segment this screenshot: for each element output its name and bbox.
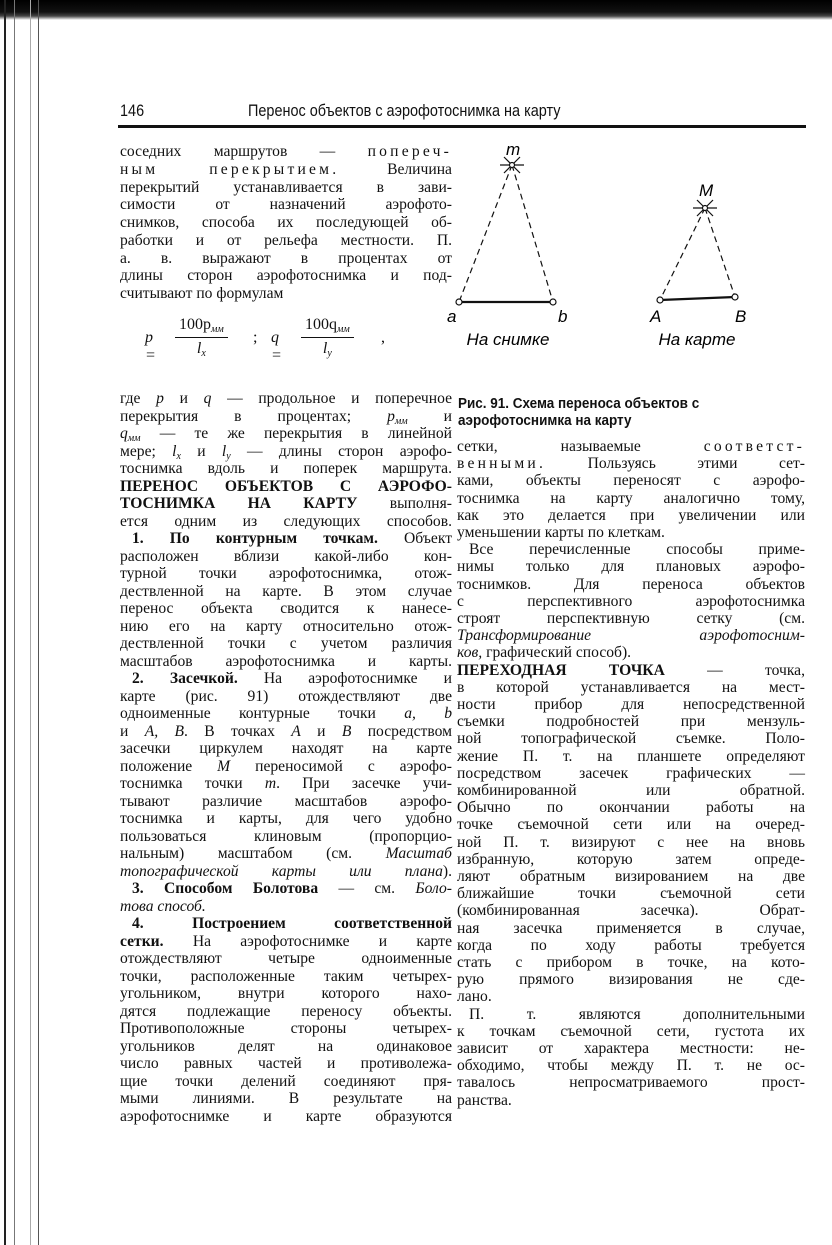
text-line	[457, 782, 805, 800]
text-line	[457, 1057, 805, 1075]
subscript: мм	[394, 415, 408, 427]
text-segment: и	[120, 722, 145, 740]
formula-end: ,	[381, 329, 385, 346]
text-line	[457, 920, 805, 938]
text-segment: и	[407, 407, 452, 425]
text-line	[120, 143, 452, 161]
label-B: B	[735, 307, 747, 326]
text-segment: тоснимка точки	[120, 775, 265, 792]
text-line	[120, 915, 452, 933]
text-segment: — продольное и поперечное	[211, 390, 452, 407]
text-segment: тоснимков. Для переноса объектов	[457, 575, 805, 593]
text-line	[120, 845, 452, 863]
text-segment: — см.	[318, 880, 416, 897]
formula-q-den-sub: y	[327, 348, 332, 359]
dashed-line-MA	[660, 208, 705, 300]
text-line	[457, 730, 805, 748]
text-segment: дествленной на карте. В этом случае	[120, 582, 452, 600]
text-segment: тоснимка вдоль и поперек маршрута.	[120, 460, 452, 477]
text-segment: графический способ).	[482, 644, 632, 662]
text-segment: избранную, которую затем опреде-	[457, 850, 805, 868]
text-line	[120, 443, 452, 461]
text-segment: ной П. т. визируют с нее на вновь	[457, 833, 805, 851]
text-line	[120, 758, 452, 776]
text-line	[457, 851, 805, 869]
text-line	[120, 530, 452, 548]
italic-text: p	[387, 407, 395, 425]
text-segment: одноименные контурные точки	[120, 705, 405, 722]
text-line	[457, 868, 805, 886]
text-segment: считывают по формулам	[120, 285, 284, 302]
text-segment: ками, объекты переносят с аэрофо-	[457, 472, 805, 490]
text-line	[457, 524, 805, 542]
caption-line: Рис. 91. Схема переноса объектов с	[458, 396, 700, 412]
text-segment: число равных частей и противолежа-	[120, 1055, 452, 1072]
text-line	[457, 696, 805, 714]
spaced-term: соответст-	[703, 438, 805, 455]
bold-term: ТОСНИМКА НА КАРТУ	[120, 495, 358, 512]
text-line	[120, 740, 452, 758]
formula-q-den: l	[322, 340, 328, 357]
formula-p-den-sub: x	[201, 348, 206, 359]
text-segment: щие точки делений соединяют пря-	[120, 1072, 452, 1090]
text-segment: Все перечисленные способы приме-	[469, 541, 805, 559]
italic-text: това способ.	[120, 897, 206, 915]
text-segment: угольником, внутри которого нахо-	[120, 985, 452, 1002]
star-M-icon	[693, 200, 717, 216]
text-segment: снимков, способа их последующей об-	[120, 214, 452, 231]
text-segment: дятся подлежащие переносу объекты.	[120, 1002, 452, 1020]
text-line	[120, 1108, 452, 1126]
text-line	[120, 723, 452, 741]
text-line	[120, 1073, 452, 1091]
dashed-line-ma	[459, 165, 512, 302]
text-segment: . В точках	[184, 722, 292, 740]
text-line	[457, 558, 805, 576]
text-line	[120, 1038, 452, 1056]
bold-term: 4. Построением соответственной	[132, 915, 452, 932]
page-number: 146	[120, 101, 145, 120]
text-segment: с перспективного аэрофотоснимка	[457, 592, 805, 610]
text-segment: П. т. являются дополнительными	[469, 1005, 805, 1023]
scan-top-edge	[0, 0, 832, 20]
italic-text: Боло-	[415, 880, 452, 897]
text-segment: На аэрофотоснимке и карте	[163, 932, 452, 950]
bold-term: ПЕРЕХОДНАЯ ТОЧКА	[457, 661, 665, 679]
text-line	[120, 513, 452, 531]
text-line	[120, 1055, 452, 1073]
italic-text: m	[264, 775, 277, 792]
text-segment: На аэрофотоснимке и	[237, 670, 452, 687]
text-line	[457, 490, 805, 508]
text-segment: как это делается при увеличении или	[457, 506, 805, 524]
italic-text: a, b	[404, 705, 452, 722]
text-line	[457, 988, 805, 1006]
italic-text: Масштаб	[385, 845, 452, 862]
text-line	[457, 937, 805, 955]
label-A: A	[650, 307, 662, 326]
text-line	[120, 670, 452, 688]
text-line	[120, 565, 452, 583]
text-segment: ности прибор для непосредственной	[457, 696, 805, 713]
text-segment: тавалось непросматриваемого прост-	[457, 1074, 805, 1092]
text-segment: Обычно по окончании работы на	[457, 799, 805, 817]
text-segment: перекрытий устанавливается в зави-	[120, 178, 452, 196]
text-segment: тывают различие масштабов аэрофо-	[120, 792, 452, 810]
text-line	[120, 688, 452, 706]
formula-p-den: l	[196, 340, 202, 357]
text-segment: и	[300, 722, 342, 740]
bold-term: 3. Способом Болотова	[132, 880, 319, 897]
text-line	[457, 713, 805, 731]
text-segment: выполня-	[357, 495, 453, 512]
bold-term: 1. По контурным точкам.	[132, 530, 378, 547]
text-line	[120, 548, 452, 566]
text-line	[120, 1090, 452, 1108]
text-line	[457, 748, 805, 766]
text-segment: посредством засечек графических —	[457, 764, 805, 782]
text-line	[120, 250, 452, 268]
text-line	[457, 593, 805, 611]
text-segment: тоснимка и карты, для чего удобно	[120, 810, 452, 827]
scan-left-edge	[30, 0, 31, 1245]
spaced-term: ным перекрытием.	[120, 160, 340, 178]
label-M: M	[699, 181, 714, 200]
text-segment: дествленной точки с учетом различия	[120, 635, 452, 652]
text-segment: когда по ходу работы требуется	[457, 936, 805, 954]
text-segment: засечки циркулем находят на карте	[120, 740, 452, 757]
label-m: m	[506, 140, 521, 159]
text-line	[457, 902, 805, 920]
text-segment: к точкам съемочной сети, густота их	[457, 1022, 805, 1040]
text-line	[120, 408, 452, 426]
text-segment: в которой устанавливается на мест-	[457, 678, 805, 696]
italic-text: A	[291, 722, 301, 740]
text-segment: ная засечка применяется в случае,	[457, 919, 805, 937]
text-line	[120, 898, 452, 916]
text-line	[120, 232, 452, 250]
text-segment: карте (рис. 91) отождествляют две	[120, 687, 452, 705]
text-line	[120, 600, 452, 618]
bold-term: 2. Засечкой.	[132, 670, 238, 687]
text-segment: нию его на карту относительно отож-	[120, 617, 452, 635]
italic-text: p	[156, 390, 164, 407]
text-line	[457, 1023, 805, 1041]
label-on-photo: На снимке	[466, 330, 550, 349]
caption-line: аэрофотоснимка на карту	[458, 413, 632, 429]
formula-q-sub: мм	[337, 324, 350, 335]
text-segment: уменьшении карты по клеткам.	[457, 524, 665, 541]
text-line	[457, 1074, 805, 1092]
text-segment: Объект	[377, 530, 453, 547]
text-line	[120, 1003, 452, 1021]
text-line	[457, 455, 805, 473]
formula-p-sub: мм	[211, 324, 224, 335]
text-segment: зависит от характера местности: не-	[457, 1040, 805, 1057]
text-segment: сетки, называемые	[457, 438, 704, 455]
text-segment: рую прямого визирования не сде-	[457, 971, 805, 989]
text-line	[457, 576, 805, 594]
italic-text: топографической карты или плана	[120, 862, 443, 880]
bold-term: ПЕРЕНОС ОБЪЕКТОВ С АЭРОФО-	[120, 477, 452, 495]
text-line	[120, 933, 452, 951]
bold-term: сетки.	[120, 932, 164, 950]
italic-text: q	[120, 425, 128, 442]
text-segment: тоснимка на карту аналогично тому,	[457, 489, 805, 507]
italic-text: Трансформирование аэрофотосним-	[457, 627, 805, 645]
point-a	[456, 299, 462, 305]
text-line	[120, 828, 452, 846]
text-segment: перенос объекта сводится к нанесе-	[120, 600, 452, 617]
text-line	[120, 583, 452, 601]
text-segment: — те же перекрытия в линейной	[140, 425, 452, 442]
text-segment: . При засечке учи-	[276, 775, 452, 792]
italic-text: l	[172, 442, 177, 460]
text-line	[457, 679, 805, 697]
text-segment: переносимой с аэрофо-	[230, 757, 452, 775]
text-segment: угольников делят на одинаковое	[120, 1037, 452, 1055]
text-segment: положение	[120, 757, 218, 775]
text-segment: пользоваться клиновым (пропорцио-	[120, 827, 452, 845]
text-segment: аэрофотоснимке и карте образуются	[120, 1107, 452, 1125]
text-line	[120, 425, 452, 443]
text-segment: ется одним из следующих способов.	[120, 512, 452, 530]
text-line	[120, 618, 452, 636]
text-segment: отождествляют четыре одноименные	[120, 950, 452, 967]
text-segment: масштабов аэрофотоснимка и карты.	[120, 652, 452, 670]
text-line	[120, 863, 452, 881]
formula-q-fraction	[301, 316, 354, 359]
text-segment: стать с прибором в точке, на кото-	[457, 954, 805, 971]
text-segment: перекрытия в процентах;	[120, 407, 388, 425]
text-segment: мере;	[120, 442, 173, 460]
point-b	[550, 299, 556, 305]
formula-p: p =	[145, 329, 156, 364]
text-segment: симости от назначений аэрофото-	[120, 196, 452, 214]
text-line	[120, 214, 452, 232]
text-line	[120, 968, 452, 986]
text-line	[457, 765, 805, 783]
header-rule	[118, 125, 806, 128]
text-line	[120, 179, 452, 197]
text-line	[120, 285, 452, 303]
formula-q-num: 100q	[305, 316, 337, 333]
text-line	[120, 950, 452, 968]
text-segment: ранства.	[457, 1091, 512, 1109]
formula-q: q =	[271, 329, 282, 364]
text-segment: Величина	[339, 160, 452, 178]
text-segment: съемки подробностей при мензуль-	[457, 713, 805, 731]
text-segment: Пользуясь этими сет-	[546, 455, 805, 473]
subscript: мм	[127, 433, 141, 444]
text-segment: лано.	[457, 988, 492, 1006]
text-segment: соседних маршрутов —	[120, 143, 368, 160]
star-m-icon	[500, 157, 524, 173]
point-A	[657, 297, 663, 303]
label-on-map: На карте	[658, 330, 736, 349]
scan-left-edge	[38, 0, 39, 1245]
text-segment: работки и от рельефа местности. П.	[120, 231, 452, 249]
text-line	[457, 541, 805, 559]
text-segment: мыми линиями. В результате на	[120, 1090, 452, 1107]
text-segment: и	[163, 390, 204, 407]
text-line	[120, 1020, 452, 1038]
italic-text: ков,	[457, 644, 483, 662]
text-line	[120, 985, 452, 1003]
spaced-term: попереч-	[367, 143, 452, 160]
text-line	[457, 610, 805, 628]
text-segment: ляют обратным визированием на две	[457, 868, 805, 885]
label-b: b	[558, 307, 568, 326]
text-segment: — точка,	[664, 661, 805, 679]
text-line	[120, 705, 452, 723]
text-segment: нимы только для плановых аэрофо-	[457, 558, 805, 576]
text-line	[457, 954, 805, 972]
text-segment: длины сторон аэрофотоснимка и под-	[120, 267, 452, 285]
text-line	[457, 799, 805, 817]
text-segment: точки, расположенные таким четырех-	[120, 967, 452, 985]
scan-left-edge	[4, 0, 6, 1245]
text-segment: ближайшие точки съемочной сети	[457, 885, 805, 903]
formula-p-num: 100p	[179, 316, 211, 333]
text-line	[120, 880, 452, 898]
text-line	[120, 478, 452, 496]
text-line	[457, 627, 805, 645]
text-segment: — длины сторон аэрофо-	[230, 442, 452, 460]
text-segment: ной топографической съемке. Поло-	[457, 730, 805, 748]
subscript: y	[226, 450, 231, 462]
italic-text: A, B	[144, 722, 184, 740]
label-a: a	[447, 307, 457, 326]
text-segment: турной точки аэрофотоснимка, отож-	[120, 565, 452, 582]
text-segment: Противоположные стороны четырех-	[120, 1020, 452, 1037]
segment-AB	[660, 297, 735, 300]
text-segment: и	[180, 442, 222, 460]
subscript: x	[176, 450, 181, 462]
text-segment: где	[120, 390, 157, 407]
text-line	[457, 438, 805, 456]
text-line	[120, 390, 452, 408]
text-line	[457, 1006, 805, 1024]
text-segment: нальным) масштабом (см.	[120, 845, 386, 862]
text-line	[120, 775, 452, 793]
text-line	[120, 161, 452, 179]
italic-text: l	[221, 442, 227, 460]
text-segment: строят перспективную сетку (см.	[457, 610, 805, 627]
text-segment: обходимо, чтобы между П. т. не ос-	[457, 1057, 805, 1075]
italic-text: q	[203, 390, 212, 407]
text-segment: комбинированной или обратной.	[457, 782, 805, 799]
text-line	[457, 472, 805, 490]
text-line	[457, 507, 805, 525]
italic-text: B	[341, 722, 352, 740]
text-line	[120, 495, 452, 513]
text-line	[120, 460, 452, 478]
text-line	[457, 644, 805, 662]
figure-91-diagram	[440, 135, 780, 355]
text-segment: а. в. выражают в процентах от	[120, 249, 452, 267]
text-segment: точке съемочной сети или на очеред-	[457, 816, 805, 834]
text-segment: расположен вблизи какой-либо кон-	[120, 547, 452, 565]
text-segment: (комбинированная засечка). Обрат-	[457, 902, 805, 920]
formula-p-fraction	[175, 316, 228, 359]
formula-sep: ;	[253, 329, 258, 346]
text-segment: жение П. т. на планшете определяют	[457, 747, 805, 765]
spaced-term: венными.	[457, 455, 547, 473]
text-line	[120, 793, 452, 811]
figure-caption	[458, 396, 784, 430]
text-line	[457, 885, 805, 903]
text-line	[457, 971, 805, 989]
dashed-line-MB	[705, 208, 735, 297]
dashed-line-mb	[512, 165, 553, 302]
text-segment: посредством	[351, 722, 452, 740]
italic-text: M	[217, 757, 231, 775]
text-line	[120, 267, 452, 285]
text-line	[120, 196, 452, 214]
text-line	[120, 653, 452, 671]
text-line	[457, 1040, 805, 1058]
text-line	[457, 816, 805, 834]
point-B	[732, 294, 738, 300]
scan-left-edge	[14, 0, 15, 1245]
text-line	[457, 662, 805, 680]
text-line	[457, 834, 805, 852]
running-title: Перенос объектов с аэрофотоснимка на карту	[248, 101, 561, 120]
text-line	[120, 635, 452, 653]
text-line	[120, 810, 452, 828]
text-line	[457, 1092, 805, 1110]
text-segment: ).	[442, 862, 452, 880]
